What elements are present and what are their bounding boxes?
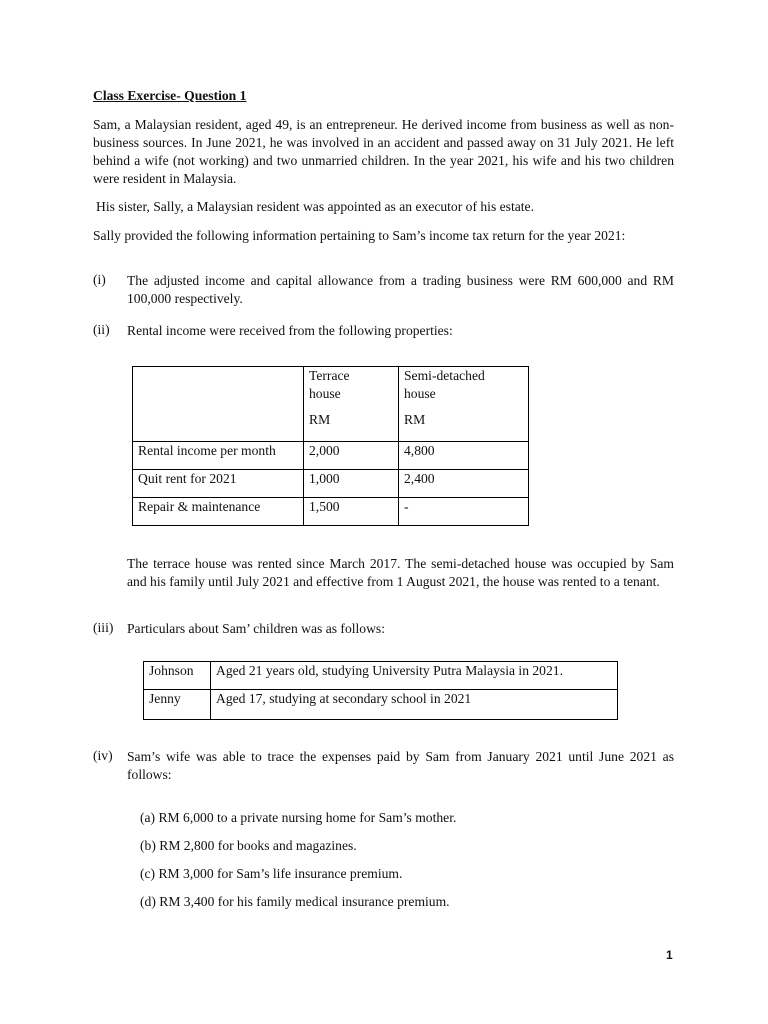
header-text: Semi-detached (404, 368, 485, 383)
item-text: Particulars about Sam’ children was as follows: (127, 621, 385, 636)
table-cell: Aged 17, studying at secondary school in 2021 (211, 690, 618, 720)
table-row (133, 498, 529, 526)
header-unit: RM (309, 412, 331, 427)
table-cell (133, 367, 304, 442)
item-number: (i) (93, 272, 106, 287)
header-text: house (309, 386, 341, 401)
table-row (133, 470, 529, 498)
info-paragraph: Sally provided the following information pertaining to Sam’s income tax return for the year 2021: (93, 228, 626, 243)
table-row (144, 662, 618, 690)
table-cell: Rental income per month (133, 442, 304, 470)
table-cell: 4,800 (399, 442, 529, 470)
table-header-row (133, 367, 529, 442)
expense-item: (a) RM 6,000 to a private nursing home for Sam’s mother. (140, 810, 457, 825)
header-text: Terrace (309, 368, 350, 383)
table-cell: Quit rent for 2021 (133, 470, 304, 498)
rental-table (132, 366, 529, 526)
header-text: house (404, 386, 436, 401)
item-number: (iii) (93, 620, 114, 635)
table-cell: Repair & maintenance (133, 498, 304, 526)
item-text: Sam’s wife was able to trace the expenses paid by Sam from January 2021 until June 2021 as follows: (127, 749, 674, 782)
table-cell: - (399, 498, 529, 526)
table-header-cell (304, 367, 399, 442)
page-number: 1 (666, 948, 673, 962)
item-number: (iv) (93, 748, 113, 763)
table-cell: 1,500 (304, 498, 399, 526)
table-cell: Jenny (144, 690, 211, 720)
header-unit: RM (404, 412, 426, 427)
expense-item: (c) RM 3,000 for Sam’s life insurance premium. (140, 866, 403, 881)
children-table (143, 661, 618, 720)
table-header-cell (399, 367, 529, 442)
expense-item: (b) RM 2,800 for books and magazines. (140, 838, 357, 853)
executor-paragraph: His sister, Sally, a Malaysian resident was appointed as an executor of his estate. (96, 199, 534, 214)
item-text: Rental income were received from the following properties: (127, 323, 453, 338)
table-cell: Aged 21 years old, studying University Putra Malaysia in 2021. (211, 662, 618, 690)
table-cell: 1,000 (304, 470, 399, 498)
table-cell: 2,000 (304, 442, 399, 470)
question-title: Class Exercise- Question 1 (93, 88, 247, 103)
item-text: The adjusted income and capital allowance from a trading business were RM 600,000 and RM 100,000 respectively. (127, 273, 674, 306)
table-row (133, 442, 529, 470)
table-cell: 2,400 (399, 470, 529, 498)
item-number: (ii) (93, 322, 110, 337)
rental-note-paragraph: The terrace house was rented since March 2017. The semi-detached house was occupied by Sam and his family until July 2021 and effective from 1 August 2021, the house was rented to a tenant. (127, 556, 674, 589)
table-cell: Johnson (144, 662, 211, 690)
table-row (144, 690, 618, 720)
intro-paragraph: Sam, a Malaysian resident, aged 49, is an entrepreneur. He derived income from business as well as non-business sources. In June 2021, he was involved in an accident and passed away on 31 July 2021. He left behind a wife (not working) and two unmarried children. In the year 2021, his wife and his two children were resident in Malaysia. (93, 117, 674, 186)
expense-item: (d) RM 3,400 for his family medical insurance premium. (140, 894, 450, 909)
